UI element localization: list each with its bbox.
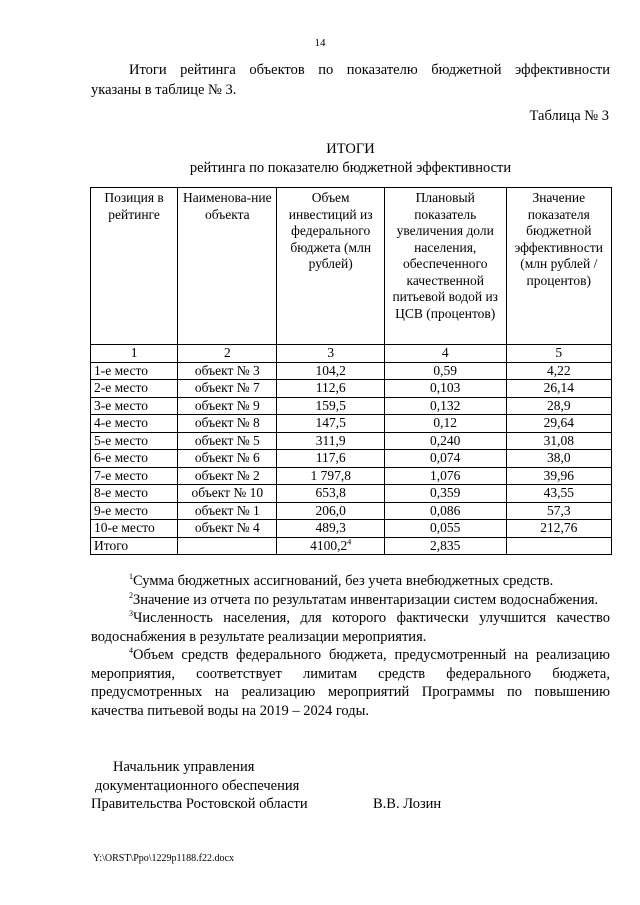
total-label: Итого — [91, 537, 178, 555]
footnote — [91, 572, 610, 591]
footnotes — [91, 572, 610, 720]
cell-efficiency: 26,14 — [506, 380, 611, 398]
column-number: 5 — [506, 345, 611, 363]
cell-object: объект № 1 — [178, 502, 277, 520]
cell-investment: 489,3 — [277, 520, 384, 538]
footnote — [91, 646, 610, 720]
cell-object: объект № 5 — [178, 432, 277, 450]
intro-line-2: указаны в таблице № 3. — [91, 82, 237, 98]
cell-object: объект № 3 — [178, 362, 277, 380]
cell-position: 10-е место — [91, 520, 178, 538]
intro-paragraph — [91, 60, 610, 100]
cell-efficiency: 31,08 — [506, 432, 611, 450]
table-total-row — [91, 537, 612, 555]
footnote-text: Сумма бюджетных ассигнований, без учета внебюджетных средств. — [133, 573, 554, 589]
footnote — [91, 591, 610, 610]
cell-efficiency: 38,0 — [506, 450, 611, 468]
column-number-row — [91, 345, 612, 363]
cell-investment: 159,5 — [277, 397, 384, 415]
table-title — [91, 140, 610, 178]
table-row — [91, 380, 612, 398]
signature-block — [91, 758, 610, 814]
cell-investment: 311,9 — [277, 432, 384, 450]
cell-share: 0,055 — [384, 520, 506, 538]
footnote-text: Численность населения, для которого фактически улучшится качество водоснабжения в результате реализации мероприятия. — [91, 610, 610, 645]
cell-object: объект № 2 — [178, 467, 277, 485]
cell-position: 8-е место — [91, 485, 178, 503]
cell-object: объект № 4 — [178, 520, 277, 538]
table-row — [91, 362, 612, 380]
signatory-name: В.В. Лозин — [373, 796, 442, 812]
header-efficiency: Значение показателя бюджетной эффективности (млн рублей / процентов) — [506, 188, 611, 345]
cell-investment: 206,0 — [277, 502, 384, 520]
cell-share: 0,074 — [384, 450, 506, 468]
table-row — [91, 450, 612, 468]
signature-position-line-2: документационного обеспечения — [95, 777, 300, 794]
footnote-mark: 1 — [129, 572, 133, 582]
cell-investment: 147,5 — [277, 415, 384, 433]
page-number: 14 — [314, 37, 326, 49]
total-empty-cell — [506, 537, 611, 555]
cell-efficiency: 43,55 — [506, 485, 611, 503]
cell-position: 2-е место — [91, 380, 178, 398]
cell-position: 5-е место — [91, 432, 178, 450]
footnote-text: Значение из отчета по результатам инвентаризации систем водоснабжения. — [133, 591, 599, 608]
cell-share: 0,12 — [384, 415, 506, 433]
cell-object: объект № 8 — [178, 415, 277, 433]
signature-position-line-1: Начальник управления — [113, 759, 255, 775]
rating-table — [90, 187, 612, 555]
cell-efficiency: 39,96 — [506, 467, 611, 485]
cell-investment: 112,6 — [277, 380, 384, 398]
column-number: 1 — [91, 345, 178, 363]
table-header-row — [91, 188, 612, 345]
total-investment-cell — [277, 537, 384, 555]
signature-position-line-3: Правительства Ростовской области — [91, 796, 308, 812]
footnote — [91, 609, 610, 646]
footnote-mark: 4 — [129, 646, 133, 656]
table-row — [91, 467, 612, 485]
cell-efficiency: 4,22 — [506, 362, 611, 380]
table-row — [91, 485, 612, 503]
cell-share: 0,132 — [384, 397, 506, 415]
table-label: Таблица № 3 — [529, 108, 609, 124]
cell-object: объект № 7 — [178, 380, 277, 398]
header-object-name: Наименова-ние объекта — [178, 188, 277, 345]
column-number: 2 — [178, 345, 277, 363]
cell-efficiency: 28,9 — [506, 397, 611, 415]
footnote-mark: 2 — [129, 590, 133, 600]
table-row — [91, 397, 612, 415]
table-row — [91, 415, 612, 433]
file-path-footer: Y:\ORST\Ppo\1229p1188.f22.docx — [93, 853, 234, 864]
cell-investment: 104,2 — [277, 362, 384, 380]
cell-position: 4-е место — [91, 415, 178, 433]
cell-efficiency: 29,64 — [506, 415, 611, 433]
cell-efficiency: 212,76 — [506, 520, 611, 538]
cell-investment: 1 797,8 — [277, 467, 384, 485]
cell-object: объект № 10 — [178, 485, 277, 503]
table-title-main: ИТОГИ — [326, 141, 375, 157]
table-title-sub: рейтинга по показателю бюджетной эффективности — [189, 160, 512, 176]
cell-share: 0,086 — [384, 502, 506, 520]
column-number: 4 — [384, 345, 506, 363]
table-row — [91, 502, 612, 520]
total-empty-cell — [178, 537, 277, 555]
cell-investment: 653,8 — [277, 485, 384, 503]
cell-object: объект № 9 — [178, 397, 277, 415]
cell-position: 9-е место — [91, 502, 178, 520]
cell-share: 0,103 — [384, 380, 506, 398]
table-row — [91, 520, 612, 538]
total-investment-footnote-mark: 4 — [347, 537, 352, 546]
intro-line-1: Итоги рейтинга объектов по показателю бюджетной эффективности — [129, 62, 610, 78]
cell-investment: 117,6 — [277, 450, 384, 468]
cell-position: 6-е место — [91, 450, 178, 468]
cell-share: 0,59 — [384, 362, 506, 380]
cell-share: 0,359 — [384, 485, 506, 503]
total-share: 2,835 — [384, 537, 506, 555]
footnote-mark: 3 — [129, 609, 133, 619]
cell-object: объект № 6 — [178, 450, 277, 468]
cell-share: 0,240 — [384, 432, 506, 450]
cell-efficiency: 57,3 — [506, 502, 611, 520]
cell-position: 3-е место — [91, 397, 178, 415]
table-row — [91, 432, 612, 450]
footnote-text: Объем средств федерального бюджета, предусмотренный на реализацию мероприятия, соответствует лимитам средств федерального бюджета, предусмотренных на реализацию мероприятий Программы по повышению качества питьевой воды на 2019 – 2024 годы. — [91, 647, 610, 719]
header-investment: Объем инвестиций из федерального бюджета (млн рублей) — [277, 188, 384, 345]
cell-position: 7-е место — [91, 467, 178, 485]
total-investment: 4100,2 — [310, 537, 348, 553]
cell-position: 1-е место — [91, 362, 178, 380]
header-planned-share: Плановый показатель увеличения доли населения, обеспеченного качественной питьевой водой из ЦСВ (процентов) — [384, 188, 506, 345]
column-number: 3 — [277, 345, 384, 363]
cell-share: 1,076 — [384, 467, 506, 485]
header-position: Позиция в рейтинге — [91, 188, 178, 345]
